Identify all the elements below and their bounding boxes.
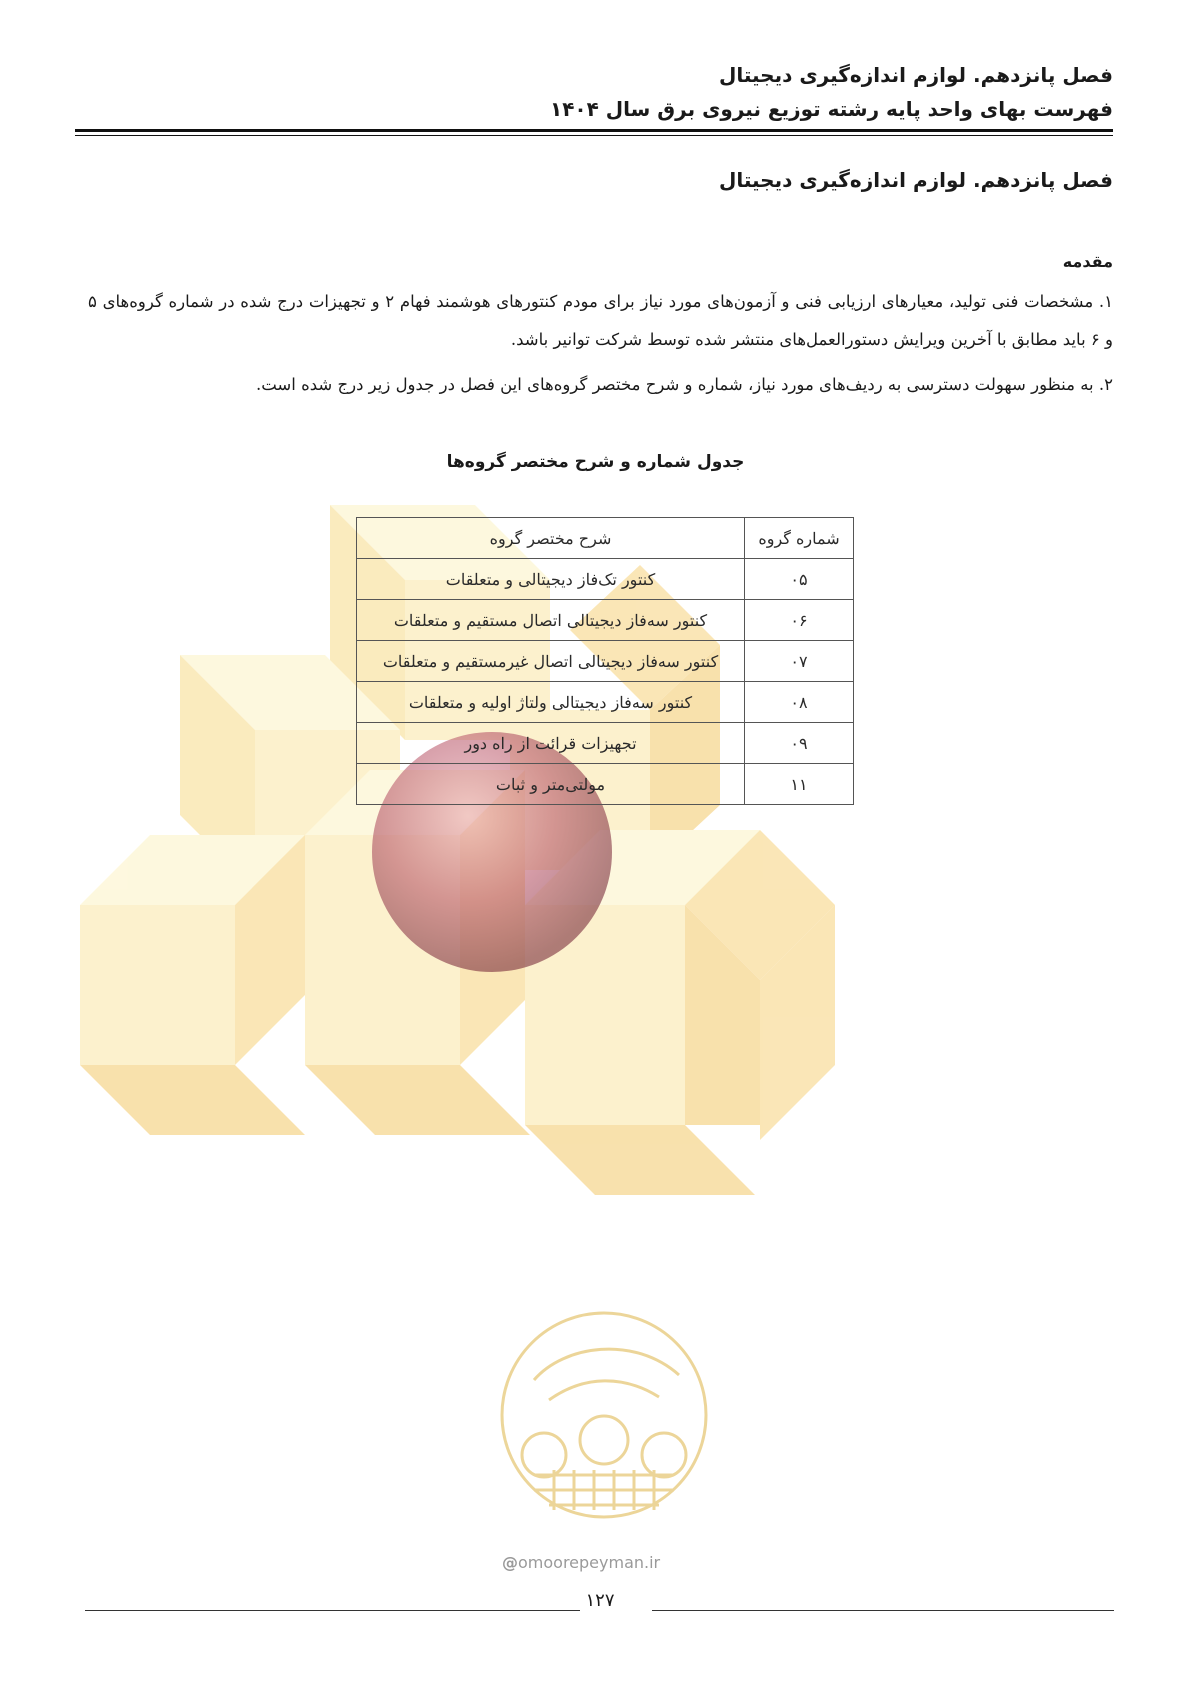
header-book-title: فهرست بهای واحد پایه رشته توزیع نیروی برق سال ۱۴۰۴	[550, 97, 1113, 121]
intro-heading: مقدمه	[1062, 252, 1113, 271]
header-chapter-line: فصل پانزدهم. لوازم اندازه‌گیری دیجیتال	[718, 63, 1113, 87]
header-rule-thin	[75, 135, 1113, 136]
table-row	[357, 723, 854, 764]
group-description-cell: تجهیزات قرائت از راه دور	[357, 723, 745, 764]
group-number-cell: ۱۱	[745, 764, 854, 805]
group-number-cell: ۰۵	[745, 559, 854, 600]
group-description-cell: کنتور سه‌فاز دیجیتالی اتصال مستقیم و متعلقات	[357, 600, 745, 641]
group-description-cell: کنتور سه‌فاز دیجیتالی اتصال غیرمستقیم و متعلقات	[357, 641, 745, 682]
group-description-cell: مولتی‌متر و ثبات	[357, 764, 745, 805]
intro-paragraph-2: ۲. به منظور سهولت دسترسی به ردیف‌های مورد نیاز، شماره و شرح مختصر گروه‌های این فصل در جدول زیر درج شده است.	[255, 375, 1113, 394]
table-row	[357, 641, 854, 682]
group-description-cell: کنتور تک‌فاز دیجیتالی و متعلقات	[357, 559, 745, 600]
header-group-number: شماره گروه	[745, 518, 854, 559]
group-number-cell: ۰۹	[745, 723, 854, 764]
group-number-cell: ۰۸	[745, 682, 854, 723]
chapter-title: فصل پانزدهم. لوازم اندازه‌گیری دیجیتال	[718, 168, 1113, 192]
footer-rule-left	[85, 1610, 580, 1611]
seal-logo-icon	[494, 1305, 714, 1525]
table-title: جدول شماره و شرح مختصر گروه‌ها	[446, 452, 745, 472]
groups-table	[356, 517, 854, 805]
table-row	[357, 559, 854, 600]
table-header-row	[357, 518, 854, 559]
group-number-cell: ۰۶	[745, 600, 854, 641]
table-row	[357, 600, 854, 641]
group-number-cell: ۰۷	[745, 641, 854, 682]
intro-paragraph-1: ۱. مشخصات فنی تولید، معیارهای ارزیابی فنی و آزمون‌های مورد نیاز برای مودم کنتورهای هوشمند فهام ۲ و تجهیزات درج شده در شماره گروه‌های ۵ و ۶ باید مطابق با آخرین ویرایش دستورالعمل‌های منتشر شده توسط شرکت توانیر باشد.	[88, 292, 1113, 349]
table-row	[357, 682, 854, 723]
page-header	[550, 58, 1113, 126]
page-number: ۱۲۷	[585, 1590, 615, 1611]
group-description-cell: کنتور سه‌فاز دیجیتالی ولتاژ اولیه و متعلقات	[357, 682, 745, 723]
watermark-site-label	[502, 1553, 660, 1572]
header-rule-thick	[75, 129, 1113, 132]
header-group-description: شرح مختصر گروه	[357, 518, 745, 559]
table-row	[357, 764, 854, 805]
site-url: omoorepeyman.ir	[518, 1553, 661, 1572]
footer-rule-right	[652, 1610, 1114, 1611]
at-icon: @	[502, 1553, 518, 1572]
